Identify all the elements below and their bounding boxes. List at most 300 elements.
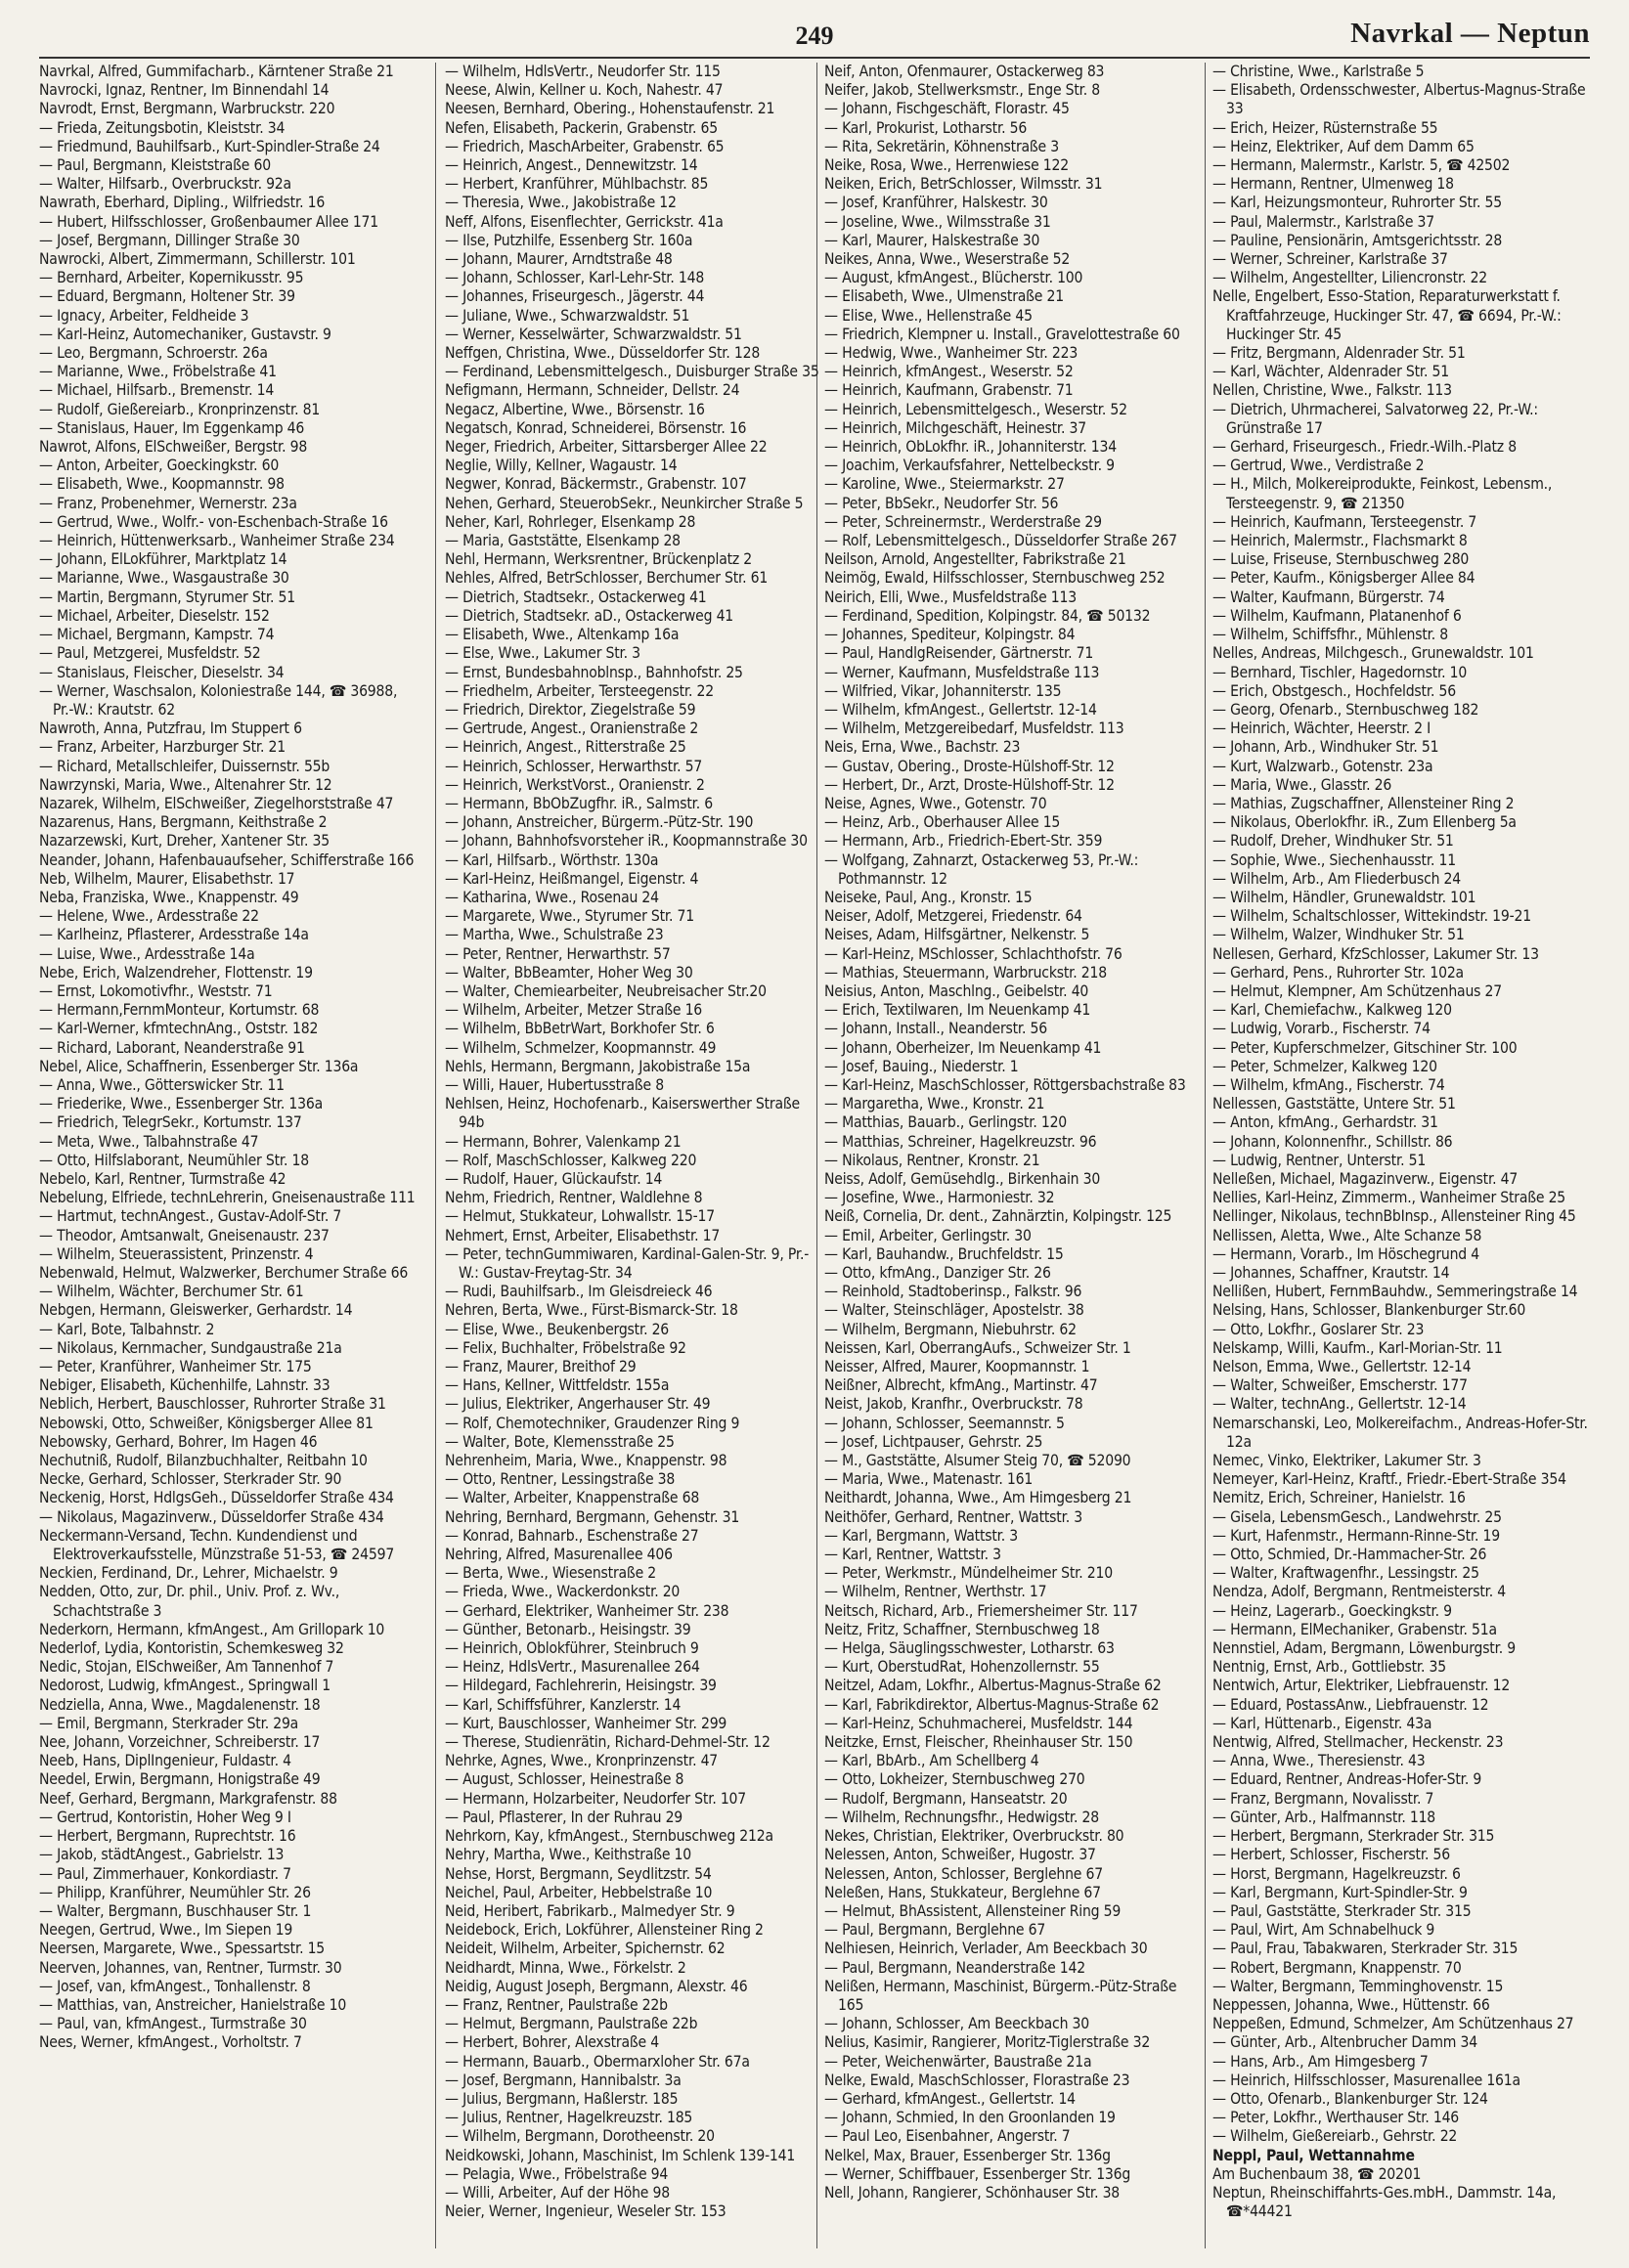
directory-entry: — Gertrude, Angest., Oranienstraße 2 [445, 720, 699, 738]
directory-entry: — Wilhelm, Bergmann, Niebuhrstr. 62 [824, 1320, 1077, 1338]
directory-entry: — Katharina, Wwe., Rosenau 24 [445, 888, 659, 906]
directory-entry: — Elise, Wwe., Beukenbergstr. 26 [445, 1320, 670, 1338]
directory-entry: Negacz, Albertine, Wwe., Börsenstr. 16 [445, 400, 705, 418]
directory-entry: Neba, Franziska, Wwe., Knappenstr. 49 [39, 888, 299, 906]
directory-entry: Neff, Alfons, Eisenflechter, Gerrickstr. 41a [445, 212, 724, 231]
directory-entry: — Peter, BbSekr., Neudorfer Str. 56 [824, 494, 1059, 512]
directory-entry: — Gerhard, Elektriker, Wanheimer Str. 238 [445, 1601, 729, 1620]
directory-entry: Neithardt, Johanna, Wwe., Am Himgesberg 21 [824, 1489, 1132, 1507]
directory-entry: — Heinz, Elektriker, Auf dem Damm 65 [1212, 137, 1475, 155]
directory-entry: — Hermann, Arb., Friedrich-Ebert-Str. 359 [824, 832, 1103, 850]
directory-entry: — Rolf, MaschSchlosser, Kalkweg 220 [445, 1151, 697, 1169]
directory-entry: — Heinrich, Kaufmann, Grabenstr. 71 [824, 381, 1074, 400]
directory-entry: — Herbert, Bergmann, Sterkrader Str. 315 [1212, 1827, 1495, 1846]
directory-entry: — Anna, Wwe., Theresienstr. 43 [1212, 1752, 1426, 1770]
directory-entry: — Rudi, Bauhilfsarb., Im Gleisdreieck 46 [445, 1283, 713, 1301]
directory-entry: — Gertrud, Kontoristin, Hoher Weg 9 I [39, 1808, 291, 1826]
directory-entry: — Karl, Rentner, Wattstr. 3 [824, 1546, 1001, 1564]
directory-entry: — Hans, Arb., Am Himgesberg 7 [1212, 2052, 1429, 2071]
directory-entry: — Leo, Bergmann, Schroerstr. 26a [39, 344, 268, 363]
directory-entry: — Paul Leo, Eisenbahner, Angerstr. 7 [824, 2127, 1071, 2146]
directory-entry: Nentnig, Ernst, Arb., Gottliebstr. 35 [1212, 1658, 1447, 1677]
directory-entry: — Wilhelm, Wächter, Berchumer Str. 61 [39, 1283, 304, 1301]
directory-entry: — Heinrich, Oblokführer, Steinbruch 9 [445, 1639, 699, 1658]
directory-entry: Nelius, Kasimir, Rangierer, Moritz-Tiglerstraße 32 [824, 2033, 1151, 2052]
directory-entry: — Hubert, Hilfsschlosser, Großenbaumer Allee 171 [39, 212, 379, 231]
directory-entry: — Hermann, Vorarb., Im Höschegrund 4 [1212, 1244, 1479, 1263]
directory-entry: Nehls, Hermann, Bergmann, Jakobistraße 15a [445, 1057, 751, 1075]
directory-entry: — Gertrud, Wwe., Verdistraße 2 [1212, 457, 1425, 475]
directory-entry: — Karl-Heinz, Automechaniker, Gustavstr. 9 [39, 325, 331, 343]
directory-entry: — Walter, Chemiearbeiter, Neubreisacher Str.20 [445, 981, 767, 1000]
directory-entry: — Heinz, HdlsVertr., Masurenallee 264 [445, 1658, 700, 1677]
directory-entry: — Margarete, Wwe., Styrumer Str. 71 [445, 907, 695, 926]
directory-entry: Nedziella, Anna, Wwe., Magdalenenstr. 18 [39, 1695, 321, 1714]
directory-entry: — Karl, Maurer, Halskestraße 30 [824, 231, 1040, 249]
directory-entry: — Franz, Bergmann, Novalisstr. 7 [1212, 1789, 1434, 1808]
directory-entry: Nehm, Friedrich, Rentner, Waldlehne 8 [445, 1189, 703, 1207]
directory-entry: Neissen, Karl, OberrangAufs., Schweizer Str. 1 [824, 1338, 1131, 1357]
directory-entry: — Heinrich, Angest., Dennewitzstr. 14 [445, 156, 698, 175]
directory-entry: — Wilhelm, Bergmann, Dorotheenstr. 20 [445, 2127, 715, 2146]
directory-entry: Nelleßen, Michael, Magazinverw., Eigenstr. 47 [1212, 1169, 1519, 1188]
directory-entry: — Heinrich, Malermstr., Flachsmarkt 8 [1212, 532, 1468, 550]
directory-entry: Nelson, Emma, Wwe., Gellertstr. 12-14 [1212, 1358, 1472, 1376]
directory-entry: — Friedhelm, Arbeiter, Tersteegenstr. 22 [445, 681, 714, 700]
directory-entry: — Mathias, Zugschaffner, Allensteiner Ring 2 [1212, 794, 1515, 812]
directory-entry: Nederkorn, Hermann, kfmAngest., Am Grillopark 10 [39, 1620, 385, 1638]
directory-entry: — Karl, Hüttenarb., Eigenstr. 43a [1212, 1714, 1432, 1732]
directory-column-1 [39, 63, 418, 2053]
directory-entry: — Josef, Lichtpauser, Gehrstr. 25 [824, 1432, 1043, 1451]
directory-entry: — Wilhelm, kfmAng., Fischerstr. 74 [1212, 1075, 1445, 1094]
directory-entry: Nebelo, Karl, Rentner, Turmstraße 42 [39, 1169, 286, 1188]
directory-entry: — Heinrich, Hüttenwerksarb., Wanheimer Straße 234 [39, 532, 395, 550]
directory-entry: — Helmut, Klempner, Am Schützenhaus 27 [1212, 981, 1502, 1000]
directory-entry: Nemarschanski, Leo, Molkereifachm., Andreas-Hofer-Str. 12a [1212, 1414, 1588, 1451]
directory-entry: — Georg, Ofenarb., Sternbuschweg 182 [1212, 700, 1479, 719]
directory-entry: Negwer, Konrad, Bäckermstr., Grabenstr. 107 [445, 475, 747, 494]
directory-entry: Nawrath, Eberhard, Dipling., Wilfriedstr. 16 [39, 194, 326, 212]
directory-entry: — Karoline, Wwe., Steiermarkstr. 27 [824, 475, 1065, 494]
directory-entry: — Felix, Buchhalter, Fröbelstraße 92 [445, 1338, 686, 1357]
directory-entry: — Otto, Ofenarb., Blankenburger Str. 124 [1212, 2089, 1488, 2108]
directory-entry: Neif, Anton, Ofenmaurer, Ostackerweg 83 [824, 63, 1105, 80]
directory-entry: Neike, Rosa, Wwe., Herrenwiese 122 [824, 156, 1069, 175]
directory-entry: Nazarenus, Hans, Bergmann, Keithstraße 2 [39, 813, 328, 832]
directory-entry: Neises, Adam, Hilfsgärtner, Nelkenstr. 5 [824, 926, 1090, 944]
directory-entry: — Paul, Malermstr., Karlstraße 37 [1212, 212, 1434, 231]
directory-entry: — Gertrud, Wwe., Wolfr.- von-Eschenbach-Straße 16 [39, 512, 388, 531]
directory-entry: Nelessen, Anton, Schlosser, Berglehne 67 [824, 1864, 1103, 1883]
directory-entry: — Herbert, Schlosser, Fischerstr. 56 [1212, 1846, 1450, 1864]
directory-entry: — Walter, Bergmann, Buschhauser Str. 1 [39, 1901, 312, 1920]
directory-entry: Neleßen, Hans, Stukkateur, Berglehne 67 [824, 1883, 1101, 1901]
directory-entry: Nelles, Andreas, Milchgesch., Grunewaldstr. 101 [1212, 644, 1534, 663]
directory-entry: Nelsing, Hans, Schlosser, Blankenburger Str.60 [1212, 1301, 1526, 1320]
directory-entry: Neiss, Adolf, Gemüsehdlg., Birkenhain 30 [824, 1169, 1101, 1188]
directory-entry: — Paul, Zimmerhauer, Konkordiastr. 7 [39, 1864, 291, 1883]
directory-entry: — Rudolf, Gießereiarb., Kronprinzenstr. 81 [39, 400, 321, 418]
directory-entry: — Wilhelm, Schiffsfhr., Mühlenstr. 8 [1212, 626, 1449, 644]
directory-entry: — Hermann, ElMechaniker, Grabenstr. 51a [1212, 1620, 1497, 1638]
directory-entry: — Friedrich, Klempner u. Install., Gravelottestraße 60 [824, 325, 1180, 343]
directory-entry: — Emil, Arbeiter, Gerlingstr. 30 [824, 1226, 1032, 1244]
directory-entry: — Hans, Kellner, Wittfeldstr. 155a [445, 1376, 670, 1395]
directory-entry: Neithöfer, Gerhard, Rentner, Wattstr. 3 [824, 1507, 1082, 1526]
directory-entry: — Julius, Rentner, Hagelkreuzstr. 185 [445, 2109, 693, 2127]
directory-entry: — Friedmund, Bauhilfsarb., Kurt-Spindler-Straße 24 [39, 137, 380, 155]
directory-entry: — Helmut, BhAssistent, Allensteiner Ring 59 [824, 1901, 1122, 1920]
directory-entry: Neiseke, Paul, Ang., Kronstr. 15 [824, 888, 1033, 906]
directory-entry: — Herbert, Bergmann, Ruprechtstr. 16 [39, 1827, 296, 1846]
directory-entry: — Anna, Wwe., Götterswicker Str. 11 [39, 1075, 285, 1094]
directory-entry: — Bernhard, Tischler, Hagedornstr. 10 [1212, 663, 1468, 681]
directory-entry: Neerven, Johannes, van, Rentner, Turmstr. 30 [39, 1958, 342, 1977]
directory-entry: Nebenwald, Helmut, Walzwerker, Berchumer Straße 66 [39, 1264, 409, 1282]
directory-entry: — Karl, Bauhandw., Bruchfeldstr. 15 [824, 1244, 1064, 1263]
directory-entry: Nennstiel, Adam, Bergmann, Löwenburgstr. 9 [1212, 1639, 1516, 1658]
directory-entry: — Rudolf, Dreher, Windhuker Str. 51 [1212, 832, 1454, 850]
directory-entry: — Bernhard, Arbeiter, Kopernikusstr. 95 [39, 269, 304, 287]
directory-entry: Nemitz, Erich, Schreiner, Hanielstr. 16 [1212, 1489, 1466, 1507]
directory-entry: — Helmut, Bergmann, Paulstraße 22b [445, 2015, 698, 2033]
directory-entry: — Johann, Arb., Windhuker Str. 51 [1212, 738, 1439, 757]
directory-entry: — Werner, Kesselwärter, Schwarzwaldstr. 51 [445, 325, 742, 343]
directory-entry: — Hermann, Rentner, Ulmenweg 18 [1212, 175, 1454, 194]
directory-entry: — Paul, Metzgerei, Musfeldstr. 52 [39, 644, 261, 663]
directory-entry: — Theodor, Amtsanwalt, Gneisenaustr. 237 [39, 1226, 330, 1244]
directory-entry: — Nikolaus, Kernmacher, Sundgaustraße 21a [39, 1338, 342, 1357]
directory-entry: — Wilhelm, Schmelzer, Koopmannstr. 49 [445, 1038, 717, 1057]
directory-entry: — Karl, Schiffsführer, Kanzlerstr. 14 [445, 1695, 682, 1714]
directory-entry: Nellies, Karl-Heinz, Zimmerm., Wanheimer Straße 25 [1212, 1189, 1566, 1207]
directory-entry: — Johann, Schlosser, Seemannstr. 5 [824, 1414, 1065, 1432]
directory-entry: — Dietrich, Stadtsekr. aD., Ostackerweg 41 [445, 606, 734, 625]
directory-entry: — Werner, Schiffbauer, Essenberger Str. 136g [824, 2164, 1131, 2183]
directory-entry: — Wilhelm, HdlsVertr., Neudorfer Str. 115 [445, 63, 721, 80]
directory-entry: — Heinrich, Wächter, Heerstr. 2 I [1212, 720, 1431, 738]
directory-entry: — Johann, Oberheizer, Im Neuenkamp 41 [824, 1038, 1102, 1057]
directory-entry: — Ilse, Putzhilfe, Essenberg Str. 160a [445, 231, 693, 249]
directory-entry: — H., Milch, Molkereiprodukte, Feinkost, Lebensm., Tersteegenstr. 9, ☎ 21350 [1212, 475, 1553, 512]
directory-entry: — Wilhelm, Arb., Am Fliederbusch 24 [1212, 869, 1461, 888]
directory-entry: — Rudolf, Bergmann, Hanseatstr. 20 [824, 1789, 1068, 1808]
running-head: Navrkal — Neptun [1350, 18, 1590, 49]
directory-entry: — Karl, Chemiefachw., Kalkweg 120 [1212, 1001, 1452, 1020]
directory-entry: Nehrkorn, Kay, kfmAngest., Sternbuschweg 212a [445, 1827, 773, 1846]
directory-entry: Nehrke, Agnes, Wwe., Kronprinzenstr. 47 [445, 1752, 719, 1770]
directory-entry: Nendza, Adolf, Bergmann, Rentmeisterstr. 4 [1212, 1583, 1507, 1601]
directory-entry: — Else, Wwe., Lakumer Str. 3 [445, 644, 640, 663]
directory-entry: — Heinrich, ObLokfhr. iR., Johanniterstr. 134 [824, 438, 1117, 457]
directory-entry: — Heinrich, Milchgeschäft, Heinestr. 37 [824, 418, 1086, 437]
directory-entry: Neb, Wilhelm, Maurer, Elisabethstr. 17 [39, 869, 295, 888]
directory-entry: Neikes, Anna, Wwe., Weserstraße 52 [824, 250, 1071, 269]
directory-entry: — Wilhelm, Angestellter, Liliencronstr. 22 [1212, 269, 1488, 287]
directory-entry: — Günter, Arb., Altenbrucher Damm 34 [1212, 2033, 1477, 2052]
directory-entry: — Josef, van, kfmAngest., Tonhallenstr. 8 [39, 1977, 311, 1995]
directory-entry: Neegen, Gertrud, Wwe., Im Siepen 19 [39, 1921, 293, 1940]
directory-entry: — Pelagia, Wwe., Fröbelstraße 94 [445, 2164, 669, 2183]
directory-entry: Nawrot, Alfons, ElSchweißer, Bergstr. 98 [39, 438, 308, 457]
directory-entry: Nellesen, Gerhard, KfzSchlosser, Lakumer Str. 13 [1212, 944, 1539, 963]
directory-entry: Neptun, Rheinschiffahrts-Ges.mbH., Dammstr. 14a, ☎*44421 [1212, 2183, 1557, 2221]
directory-entry: — Joachim, Verkaufsfahrer, Nettelbeckstr. 9 [824, 457, 1115, 475]
directory-entry: — Karl, Prokurist, Lotharstr. 56 [824, 118, 1028, 137]
directory-entry: Nawroth, Anna, Putzfrau, Im Stuppert 6 [39, 720, 302, 738]
directory-entry: — Wilhelm, Schaltschlosser, Wittekindstr. 19-21 [1212, 907, 1531, 926]
directory-entry: — Eduard, Bergmann, Holtener Str. 39 [39, 287, 295, 306]
directory-entry: Nehring, Bernhard, Bergmann, Gehenstr. 31 [445, 1507, 740, 1526]
directory-entry: — Gerhard, Friseurgesch., Friedr.-Wilh.-Platz 8 [1212, 438, 1517, 457]
directory-entry: Nelke, Ewald, MaschSchlosser, Florastraße 23 [824, 2071, 1130, 2089]
directory-entry: — Michael, Arbeiter, Dieselstr. 152 [39, 606, 270, 625]
directory-entry: Nazarzewski, Kurt, Dreher, Xantener Str. 35 [39, 832, 330, 850]
directory-entry: — Johann, Schlosser, Am Beeckbach 30 [824, 2015, 1089, 2033]
directory-entry: — Karl-Werner, kfmtechnAng., Oststr. 182 [39, 1020, 319, 1038]
directory-entry: — Michael, Hilfsarb., Bremenstr. 14 [39, 381, 275, 400]
directory-entry: — Matthias, Schreiner, Hagelkreuzstr. 96 [824, 1132, 1097, 1151]
directory-entry: Neeb, Hans, DiplIngenieur, Fuldastr. 4 [39, 1752, 291, 1770]
directory-entry: — Josef, Bergmann, Hannibalstr. 3a [445, 2071, 682, 2089]
directory-entry: Neid, Heribert, Fabrikarb., Malmedyer Str. 9 [445, 1901, 735, 1920]
directory-entry: Neisius, Anton, Maschlng., Geibelstr. 40 [824, 981, 1089, 1000]
directory-entry: — Sophie, Wwe., Siechenhausstr. 11 [1212, 850, 1456, 869]
directory-entry: — Rolf, Chemotechniker, Graudenzer Ring 9 [445, 1414, 740, 1432]
directory-entry: — Karl-Heinz, MSchlosser, Schlachthofstr. 76 [824, 944, 1123, 963]
directory-entry: Neitzke, Ernst, Fleischer, Rheinhauser Str. 150 [824, 1733, 1133, 1752]
directory-entry: Nehren, Berta, Wwe., Fürst-Bismarck-Str. 18 [445, 1301, 738, 1320]
directory-entry: — Paul, HandlgReisender, Gärtnerstr. 71 [824, 644, 1094, 663]
directory-entry: — Heinrich, Lebensmittelgesch., Weserstr. 52 [824, 400, 1127, 418]
directory-entry: — Karl, Bergmann, Kurt-Spindler-Str. 9 [1212, 1883, 1468, 1901]
directory-entry: — Johann, Maurer, Arndtstraße 48 [445, 250, 673, 269]
directory-entry: — M., Gaststätte, Alsumer Steig 70, ☎ 52090 [824, 1452, 1131, 1470]
directory-entry: Neppessen, Johanna, Wwe., Hüttenstr. 66 [1212, 1995, 1490, 2014]
directory-entry: Neisser, Alfred, Maurer, Koopmannstr. 1 [824, 1358, 1090, 1376]
directory-entry: — Otto, kfmAng., Danziger Str. 26 [824, 1264, 1051, 1282]
directory-entry: Nelessen, Anton, Schweißer, Hugostr. 37 [824, 1846, 1096, 1864]
directory-entry: Neilson, Arnold, Angestellter, Fabrikstraße 21 [824, 550, 1126, 569]
directory-entry: — Gustav, Obering., Droste-Hülshoff-Str. 12 [824, 757, 1115, 775]
directory-entry: — Willi, Hauer, Hubertusstraße 8 [445, 1075, 664, 1094]
directory-entry: — Therese, Studienrätin, Richard-Dehmel-Str. 12 [445, 1733, 770, 1752]
directory-entry: — Julius, Elektriker, Angerhauser Str. 49 [445, 1395, 711, 1414]
directory-entry: — Walter, Kaufmann, Bürgerstr. 74 [1212, 588, 1445, 606]
directory-entry: — Hartmut, technAngest., Gustav-Adolf-Str. 7 [39, 1207, 342, 1226]
directory-entry: — Karl-Heinz, MaschSchlosser, Röttgersbachstraße 83 [824, 1075, 1186, 1094]
directory-entry: — Wilfried, Vikar, Johanniterstr. 135 [824, 681, 1062, 700]
directory-entry: — Karl, Bote, Talbahnstr. 2 [39, 1320, 215, 1338]
directory-entry: Neckenig, Horst, HdlgsGeh., Düsseldorfer Straße 434 [39, 1489, 394, 1507]
directory-entry: — Paul, Bergmann, Neanderstraße 142 [824, 1958, 1085, 1977]
directory-entry: — Johann, Fischgeschäft, Florastr. 45 [824, 100, 1070, 118]
directory-entry: — Friedrich, MaschArbeiter, Grabenstr. 65 [445, 137, 725, 155]
directory-entry: — Elisabeth, Wwe., Ulmenstraße 21 [824, 287, 1064, 306]
directory-entry: — Heinrich, Schlosser, Herwarthstr. 57 [445, 757, 703, 775]
directory-entry: — Rudolf, Hauer, Glückaufstr. 14 [445, 1169, 663, 1188]
directory-entry: Nederlof, Lydia, Kontoristin, Schemkesweg 32 [39, 1639, 344, 1658]
directory-entry: — Wilhelm, Walzer, Windhuker Str. 51 [1212, 926, 1465, 944]
directory-entry: Nehles, Alfred, BetrSchlosser, Berchumer Str. 61 [445, 569, 769, 588]
directory-entry: — Hermann, Holzarbeiter, Neudorfer Str. 107 [445, 1789, 747, 1808]
directory-entry: — Ernst, Bundesbahnoblnsp., Bahnhofstr. 25 [445, 663, 743, 681]
directory-entry: — Heinrich, kfmAngest., Weserstr. 52 [824, 363, 1074, 381]
directory-entry: Neher, Karl, Rohrleger, Elsenkamp 28 [445, 512, 696, 531]
directory-entry: — Konrad, Bahnarb., Eschenstraße 27 [445, 1526, 699, 1545]
directory-entry: Neffgen, Christina, Wwe., Düsseldorfer Str. 128 [445, 344, 761, 363]
directory-entry: — Hedwig, Wwe., Wanheimer Str. 223 [824, 344, 1079, 363]
directory-entry: Necke, Gerhard, Schlosser, Sterkrader Str. 90 [39, 1470, 342, 1489]
directory-entry: — Kurt, Walzwarb., Gotenstr. 23a [1212, 757, 1433, 775]
directory-entry: Nefigmann, Hermann, Schneider, Dellstr. 24 [445, 381, 740, 400]
directory-entry: — Rita, Sekretärin, Köhnenstraße 3 [824, 137, 1059, 155]
directory-entry: — Theresia, Wwe., Jakobistraße 12 [445, 194, 677, 212]
directory-entry: Nees, Werner, kfmAngest., Vorholtstr. 7 [39, 2033, 302, 2052]
directory-entry: — Johannes, Friseurgesch., Jägerstr. 44 [445, 287, 705, 306]
directory-entry: — Nikolaus, Oberlokfhr. iR., Zum Ellenberg 5a [1212, 813, 1517, 832]
directory-entry: Nawrzynski, Maria, Wwe., Altenahrer Str. 12 [39, 775, 332, 794]
directory-entry: — Anton, Arbeiter, Goeckingkstr. 60 [39, 457, 280, 475]
directory-entry: — Friederike, Wwe., Essenberger Str. 136a [39, 1095, 323, 1113]
directory-entry: — Karl, BbArb., Am Schellberg 4 [824, 1752, 1039, 1770]
directory-entry: Negatsch, Konrad, Schneiderei, Börsenstr. 16 [445, 418, 747, 437]
directory-entry: — Anton, kfmAng., Gerhardstr. 31 [1212, 1113, 1438, 1132]
directory-entry: — Ferdinand, Lebensmittelgesch., Duisburger Straße 35 [445, 363, 819, 381]
directory-column-3 [824, 63, 1203, 2203]
directory-entry: Neise, Agnes, Wwe., Gotenstr. 70 [824, 794, 1047, 812]
directory-entry: — Paul, Gaststätte, Sterkrader Str. 315 [1212, 1901, 1472, 1920]
directory-entry: — Eduard, PostassAnw., Liebfrauenstr. 12 [1212, 1695, 1489, 1714]
directory-entry: — Gerhard, Pens., Ruhrorter Str. 102a [1212, 963, 1464, 981]
directory-entry: Nedic, Stojan, ElSchweißer, Am Tannenhof 7 [39, 1658, 334, 1677]
directory-entry: — Friedrich, TelegrSekr., Kortumstr. 137 [39, 1113, 302, 1132]
directory-entry: — Werner, Waschsalon, Koloniestraße 144, ☎ 36988, Pr.-W.: Krautstr. 62 [39, 681, 398, 719]
directory-entry: — Martin, Bergmann, Styrumer Str. 51 [39, 588, 295, 606]
directory-entry: — Johann, Anstreicher, Bürgerm.-Pütz-Str. 190 [445, 813, 754, 832]
directory-entry: — Karl, Hilfsarb., Wörthstr. 130a [445, 850, 659, 869]
directory-entry: — Karl, Bergmann, Wattstr. 3 [824, 1526, 1019, 1545]
directory-entry: — Robert, Bergmann, Knappenstr. 70 [1212, 1958, 1462, 1977]
directory-entry: — Werner, Schreiner, Karlstraße 37 [1212, 250, 1448, 269]
directory-entry: — Wilhelm, Gießereiarb., Gehrstr. 22 [1212, 2127, 1458, 2146]
directory-entry: Navrodt, Ernst, Bergmann, Warbruckstr. 220 [39, 100, 335, 118]
directory-entry: — Dietrich, Uhrmacherei, Salvatorweg 22, Pr.-W.: Grünstraße 17 [1212, 400, 1538, 437]
directory-entry: Nelhiesen, Heinrich, Verlader, Am Beeckbach 30 [824, 1940, 1148, 1958]
directory-entry: — Richard, Laborant, Neanderstraße 91 [39, 1038, 305, 1057]
directory-entry: — Wilhelm, BbBetrWart, Borkhofer Str. 6 [445, 1020, 715, 1038]
directory-entry: — Eduard, Rentner, Andreas-Hofer-Str. 9 [1212, 1770, 1482, 1789]
directory-entry: — Paul, Wirt, Am Schnabelhuck 9 [1212, 1921, 1435, 1940]
directory-entry: — Karl-Heinz, Heißmangel, Eigenstr. 4 [445, 869, 699, 888]
directory-entry: — Luise, Friseuse, Sternbuschweg 280 [1212, 550, 1470, 569]
directory-entry: — Peter, technGummiwaren, Kardinal-Galen-Str. 9, Pr.-W.: Gustav-Freytag-Str. 34 [445, 1244, 810, 1282]
directory-entry: — Emil, Bergmann, Sterkrader Str. 29a [39, 1714, 299, 1732]
directory-entry: — Mathias, Steuermann, Warbruckstr. 218 [824, 963, 1107, 981]
directory-entry: Neidebock, Erich, Lokführer, Allensteiner Ring 2 [445, 1921, 764, 1940]
directory-entry: — Wilhelm, Kaufmann, Platanenhof 6 [1212, 606, 1462, 625]
directory-entry: Neander, Johann, Hafenbauaufseher, Schifferstraße 166 [39, 850, 415, 869]
directory-entry: — Wilhelm, Steuerassistent, Prinzenstr. 4 [39, 1244, 314, 1263]
directory-entry: — Rolf, Lebensmittelgesch., Düsseldorfer Straße 267 [824, 532, 1177, 550]
directory-entry: — Maria, Wwe., Matenastr. 161 [824, 1470, 1034, 1489]
directory-entry: Nemec, Vinko, Elektriker, Lakumer Str. 3 [1212, 1452, 1481, 1470]
directory-entry: — Frieda, Wwe., Wackerdonkstr. 20 [445, 1583, 681, 1601]
directory-entry: — Hermann, BbObZugfhr. iR., Salmstr. 6 [445, 794, 713, 812]
directory-entry: — Peter, Weichenwärter, Baustraße 21a [824, 2052, 1092, 2071]
directory-entry: Nell, Johann, Rangierer, Schönhauser Str. 38 [824, 2183, 1121, 2202]
directory-entry: — Paul, Frau, Tabakwaren, Sterkrader Str. 315 [1212, 1940, 1519, 1958]
directory-entry: — Josef, Kranführer, Halskestr. 30 [824, 194, 1048, 212]
directory-entry: Nellinger, Nikolaus, technBbInsp., Allensteiner Ring 45 [1212, 1207, 1576, 1226]
directory-entry: — Berta, Wwe., Wiesenstraße 2 [445, 1564, 656, 1583]
header-rule [39, 57, 1590, 59]
directory-entry: Nehen, Gerhard, SteuerobSekr., Neunkircher Straße 5 [445, 494, 804, 512]
directory-entry: Navrocki, Ignaz, Rentner, Im Binnendahl 14 [39, 81, 330, 100]
directory-entry: — Hermann, Bohrer, Valenkamp 21 [445, 1132, 682, 1151]
directory-entry: — Paul, van, kfmAngest., Turmstraße 30 [39, 2015, 307, 2033]
directory-entry: Neirich, Elli, Wwe., Musfeldstraße 113 [824, 588, 1077, 606]
directory-entry: — Karl, Fabrikdirektor, Albertus-Magnus-Straße 62 [824, 1695, 1160, 1714]
directory-entry: — Günther, Betonarb., Heisingstr. 39 [445, 1620, 691, 1638]
directory-entry: — Werner, Kaufmann, Musfeldstraße 113 [824, 663, 1100, 681]
directory-entry: Nellessen, Gaststätte, Untere Str. 51 [1212, 1095, 1456, 1113]
directory-entry: Nehse, Horst, Bergmann, Seydlitzstr. 54 [445, 1864, 712, 1883]
directory-entry: — Reinhold, Stadtoberinsp., Falkstr. 96 [824, 1283, 1082, 1301]
directory-entry: — Walter, Steinschläger, Apostelstr. 38 [824, 1301, 1084, 1320]
directory-entry: Neitsch, Richard, Arb., Friemersheimer Str. 117 [824, 1601, 1138, 1620]
directory-entry: Neißner, Albrecht, kfmAng., Martinstr. 47 [824, 1376, 1098, 1395]
directory-entry: Nebgen, Hermann, Gleiswerker, Gerhardstr. 14 [39, 1301, 353, 1320]
directory-entry: Neersen, Margarete, Wwe., Spessartstr. 15 [39, 1940, 326, 1958]
directory-entry: Neidhardt, Minna, Wwe., Förkelstr. 2 [445, 1958, 686, 1977]
directory-entry: Nawrocki, Albert, Zimmermann, Schillerstr. 101 [39, 250, 356, 269]
directory-entry: — Peter, Kranführer, Wanheimer Str. 175 [39, 1358, 312, 1376]
directory-entry: — Johann, Schmied, In den Groonlanden 19 [824, 2109, 1116, 2127]
directory-entry: — Heinrich, Kaufmann, Tersteegenstr. 7 [1212, 512, 1477, 531]
directory-entry: — Johann, Bahnhofsvorsteher iR., Koopmannstraße 30 [445, 832, 808, 850]
directory-entry: — Peter, Lokfhr., Werthauser Str. 146 [1212, 2109, 1460, 2127]
directory-entry: — Helene, Wwe., Ardesstraße 22 [39, 907, 259, 926]
directory-entry: Neichel, Paul, Arbeiter, Hebbelstraße 10 [445, 1883, 713, 1901]
directory-entry: — Hildegard, Fachlehrerin, Heisingstr. 39 [445, 1677, 717, 1695]
directory-entry: — Joseline, Wwe., Wilmsstraße 31 [824, 212, 1051, 231]
directory-entry: — Otto, Schmied, Dr.-Hammacher-Str. 26 [1212, 1546, 1487, 1564]
directory-entry: — August, Schlosser, Heinestraße 8 [445, 1770, 684, 1789]
directory-entry: — Karlheinz, Pflasterer, Ardesstraße 14a [39, 926, 309, 944]
directory-entry: — Friedrich, Direktor, Ziegelstraße 59 [445, 700, 696, 719]
directory-entry: — Franz, Arbeiter, Harzburger Str. 21 [39, 738, 286, 757]
directory-entry: — Matthias, van, Anstreicher, Hanielstraße 10 [39, 1995, 347, 2014]
directory-entry: — Walter, Bote, Klemensstraße 25 [445, 1432, 675, 1451]
directory-entry: — Fritz, Bergmann, Aldenrader Str. 51 [1212, 344, 1466, 363]
directory-entry: — Julius, Bergmann, Haßlerstr. 185 [445, 2089, 679, 2108]
directory-entry: Nebowski, Otto, Schweißer, Königsberger Allee 81 [39, 1414, 374, 1432]
column-divider [435, 63, 436, 2248]
directory-entry: — Stanislaus, Fleischer, Dieselstr. 34 [39, 663, 285, 681]
column-divider [1205, 63, 1206, 2248]
directory-entry: — Nikolaus, Magazinverw., Düsseldorfer Straße 434 [39, 1507, 384, 1526]
directory-entry: — Heinz, Arb., Oberhauser Allee 15 [824, 813, 1061, 832]
directory-entry: — Johann, ElLokführer, Marktplatz 14 [39, 550, 287, 569]
directory-entry: — Walter, Hilfsarb., Overbruckstr. 92a [39, 175, 291, 194]
directory-entry: Neiken, Erich, BetrSchlosser, Wilmsstr. 31 [824, 175, 1103, 194]
directory-entry: — Frieda, Zeitungsbotin, Kleiststr. 34 [39, 118, 286, 137]
directory-entry: — Johann, Kolonnenfhr., Schillstr. 86 [1212, 1132, 1453, 1151]
directory-entry: — August, kfmAngest., Blücherstr. 100 [824, 269, 1083, 287]
directory-entry: — Maria, Gaststätte, Elsenkamp 28 [445, 532, 681, 550]
